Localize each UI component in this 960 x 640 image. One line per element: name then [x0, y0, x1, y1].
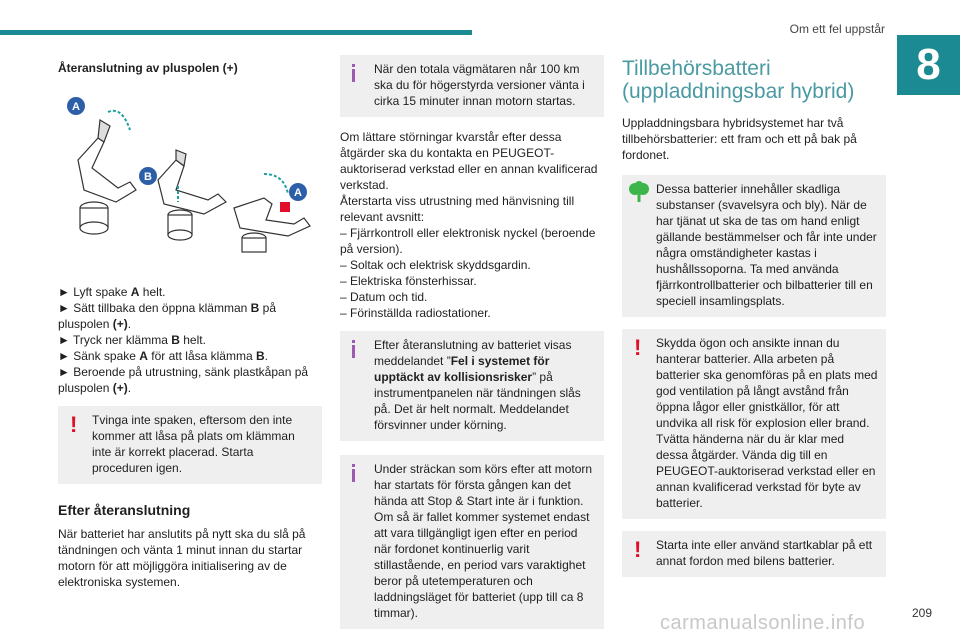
column-2	[340, 55, 604, 639]
figure-label-a2: A	[294, 187, 302, 199]
page-number: 209	[911, 606, 932, 620]
figure-label-b: B	[144, 171, 152, 183]
column-3	[622, 55, 886, 587]
info-icon	[352, 64, 355, 82]
chapter-number-tab: 8	[897, 35, 960, 95]
step-4: ► Sänk spake A för att låsa klämma B.	[58, 349, 268, 363]
tree-icon	[628, 181, 650, 203]
battery-clamp-illustration	[58, 90, 322, 262]
after-reconnect-body: När batteriet har anslutits på nytt ska du slå på tändningen och vänta 1 minut innan du startar motorn för att möjliggöra initialisering av de elektroniska systemen.	[58, 527, 306, 589]
info-note-odometer: När den totala vägmätaren når 100 km ska du för högerstyrda versioner vänta i cirka 15 minuter innan motorn startas.	[340, 55, 604, 117]
info-note-collision-message: Efter återanslutning av batteriet visas meddelandet ”Fel i systemet för upptäckt av kollisionsrisker” på instrumentpanelen när tändningen slås på. Det är helt normalt. Meddelandet försvinner under körning.	[340, 331, 604, 441]
warning-note-protection: ! Skydda ögon och ansikte innan du hanterar batterier. Alla arbeten på batterier ska genomföras på en plats med god ventilation på långt avstånd från öppna lågor eller gnistkällor, för att undvika all risk för explosion eller brand. Tvätta händerna när du är klar med dessa åtgärder. Vända dig till en PEUGEOT-auktoriserad verkstad eller en annan kvalificerad verkstad för byte av batterier.	[622, 329, 886, 519]
reconnect-title: Återanslutning av pluspolen (+)	[58, 61, 238, 75]
step-1: ► Lyft spake A helt.	[58, 285, 166, 299]
after-reconnect-heading: Efter återanslutning	[58, 502, 191, 518]
accessory-battery-title: Tillbehörsbatteri (uppladdningsbar hybrid)	[622, 57, 855, 103]
warning-icon: !	[634, 335, 642, 360]
accessory-battery-intro: Uppladdningsbara hybridsystemet har två tillbehörsbatterier: ett fram och ett på bak på fordonet.	[622, 116, 857, 162]
steps-list	[58, 284, 322, 396]
step-3: ► Tryck ner klämma B helt.	[58, 333, 206, 347]
section-title: Om ett fel uppstår	[789, 22, 885, 36]
info-note-stop-start: Under sträckan som körs efter att motorn har startats för första gången kan det hända att Stop & Start inte är i funktion. Om så är fallet kommer systemet endast att vara tillgängligt igen efter en period när fordonet kontinuerlig varit stillastående, en period vars varaktighet beror på utetemperaturen och laddningsläget för batteriet (upp till ca 8 timmar).	[340, 455, 604, 629]
figure-label-a1: A	[72, 101, 80, 113]
warning-note-jump-start: ! Starta inte eller använd startkablar på ett annat fordon med bilens batterier.	[622, 531, 886, 577]
warning-icon: !	[70, 412, 78, 437]
eco-note: Dessa batterier innehåller skadliga substanser (svavelsyra och bly). När de har tjänat ut ska de tas om hand enligt gällande bestämmelser och får inte under några omständigheter kastas i hushållssoporna. Ta med använda fjärrkontrollbatterier och bilbatterier till en speciell insamlingsplats.	[622, 175, 886, 317]
restart-instructions: Om lättare störningar kvarstår efter dessa åtgärder ska du kontakta en PEUGEOT-auktoriserad verkstad eller en annan kvalificerad verkstad. Återstarta viss utrustning med hänvisning till relevant avsnitt: – Fjärrkontroll eller elektronisk nyckel (beroende på version). – Soltak och elektrisk skyddsgardin. – Elektriska fönsterhissar. – Datum och tid. – Förinställda radiostationer.	[340, 130, 598, 320]
step-2: ► Sätt tillbaka den öppna klämman B på pluspolen (+).	[58, 301, 277, 331]
battery-terminal-figure	[58, 90, 322, 262]
column-1	[58, 55, 322, 590]
info-icon	[352, 340, 355, 358]
warning-icon: !	[634, 537, 642, 562]
warning-note-lever: ! Tvinga inte spaken, eftersom den inte kommer att låsa på plats om klämman inte är korrekt placerad. Starta proceduren igen.	[58, 406, 322, 484]
info-icon	[352, 464, 355, 482]
step-5: ► Beroende på utrustning, sänk plastkåpan på pluspolen (+).	[58, 365, 309, 395]
watermark: carmanualsonline.info	[660, 612, 866, 634]
header-accent-bar	[0, 30, 472, 35]
